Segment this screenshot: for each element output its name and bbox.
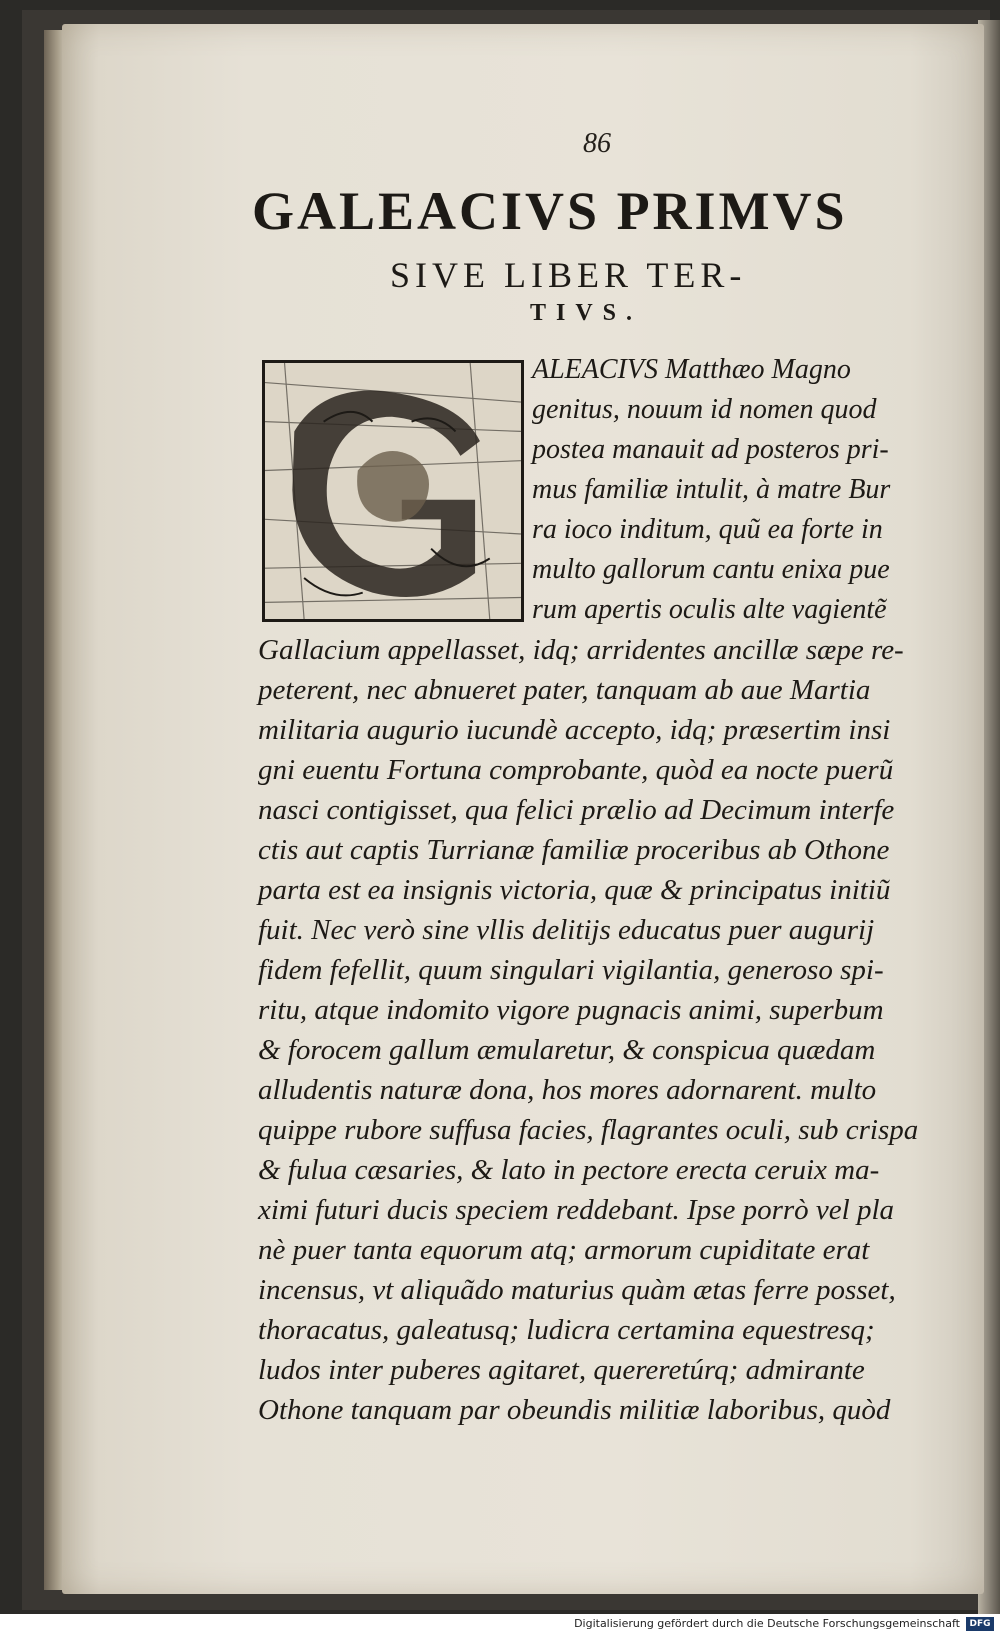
text-line: ximi futuri ducis speciem reddebant. Ipse porrò vel pla (258, 1194, 895, 1226)
text-line: multo gallorum cantu enixa pue (532, 554, 890, 585)
text-line: nè puer tanta equorum atq; armorum cupiditate erat (258, 1234, 870, 1266)
text-line: thoracatus, galeatusq; ludicra certamina equestresq; (258, 1314, 875, 1346)
text-line: & forocem gallum æmularetur, & conspicua quædam (258, 1034, 876, 1066)
text-line: ctis aut captis Turrianæ familiæ proceribus ab Othone (258, 834, 890, 866)
text-line: rum apertis oculis alte vagientẽ (532, 594, 887, 625)
dfg-logo-icon: DFG (966, 1617, 994, 1631)
text-line: incensus, vt aliquãdo maturius quàm ætas ferre posset, (258, 1274, 896, 1306)
text-line: ra ioco inditum, quũ ea forte in (532, 514, 883, 545)
text-line: Gallacium appellasset, idq; arridentes ancillæ sæpe re- (258, 634, 904, 666)
text-line: parta est ea insignis victoria, quæ & principatus initiũ (258, 874, 891, 906)
text-line: nasci contigisset, qua felici prælio ad Decimum interfe (258, 794, 895, 826)
chapter-subtitle-continuation: TIVS. (530, 300, 643, 326)
text-line: quippe rubore suffusa facies, flagrantes oculi, sub crispa (258, 1114, 919, 1146)
text-line: peterent, nec abnueret pater, tanquam ab aue Martia (258, 674, 871, 706)
text-line: alludentis naturæ dona, hos mores adornarent. multo (258, 1074, 877, 1106)
text-line: ludos inter puberes agitaret, quereretúrq; admirante (258, 1354, 865, 1386)
text-line: postea manauit ad posteros pri- (532, 434, 889, 465)
text-line: fuit. Nec verò sine vllis delitijs educatus puer augurij (258, 914, 875, 946)
text-line: militaria augurio iucundè accepto, idq; præsertim insi (258, 714, 891, 746)
footer-credit: Digitalisierung gefördert durch die Deutsche Forschungsgemeinschaft (574, 1617, 960, 1630)
text-line: fidem fefellit, quum singulari vigilantia, generoso spi- (258, 954, 884, 986)
text-line: & fulua cæsaries, & lato in pectore erecta ceruix ma- (258, 1154, 880, 1186)
text-line: mus familiæ intulit, à matre Bur (532, 474, 891, 505)
page-number: 86 (583, 128, 611, 159)
chapter-title: GALEACIVS PRIMVS (252, 181, 848, 241)
chapter-subtitle: SIVE LIBER TER- (390, 255, 747, 295)
text-line: genitus, nouum id nomen quod (532, 394, 877, 425)
body-text (258, 350, 948, 1460)
text-line: ALEACIVS Matthæo Magno (532, 354, 851, 385)
digitization-footer (0, 1614, 1000, 1634)
text-line: Othone tanquam par obeundis militiæ laboribus, quòd (258, 1394, 891, 1426)
text-line: gni euentu Fortuna comprobante, quòd ea nocte puerũ (258, 754, 894, 786)
text-line: ritu, atque indomito vigore pugnacis animi, superbum (258, 994, 884, 1026)
